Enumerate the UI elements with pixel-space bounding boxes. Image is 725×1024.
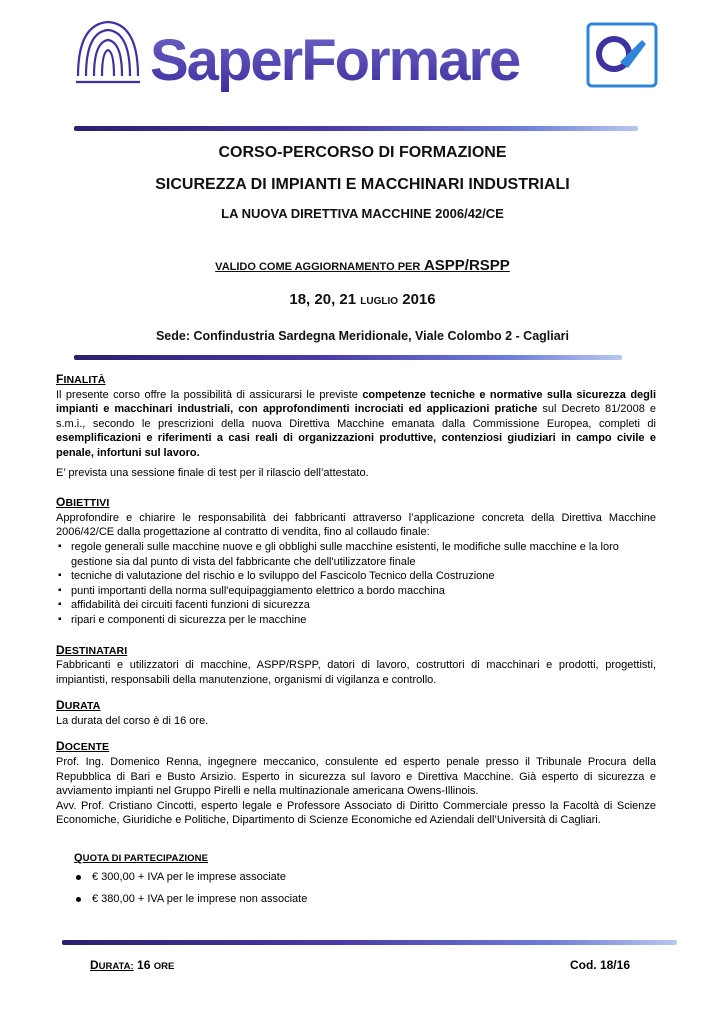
obiettivi-list [56,540,656,628]
validity-line [0,257,725,274]
finalita-heading: FINALITÀ [56,372,106,386]
course-venue: Sede: Confindustria Sardegna Meridionale, Viale Colombo 2 - Cagliari [155,329,570,343]
confindustria-emblem-icon [76,22,140,82]
durata-heading: DURATA [56,698,101,713]
list-item: ▪ punti importanti della norma sull'equipaggiamento elettrico a bordo macchina [56,584,656,599]
dates-days: 18, 20, 21 [289,291,357,308]
course-title: CORSO-PERCORSO DI FORMAZIONE [218,144,507,161]
destinatari-heading: DESTINATARI [56,642,128,657]
header-divider [74,126,638,131]
title-divider [74,355,622,360]
obiettivi-heading: OBIETTIVI [56,495,110,510]
badge-icon [588,24,656,86]
finalita-text: Il presente corso offre la possibilità di assicurarsi le previste competenze tecniche e normative sulla sicurezza degli impianti e macchinari industriali, con approfondimenti incrociati ed applicazioni pratiche sul Decreto 81/2008 e s.m.i., secondo le prescrizioni della nuova Direttiva Macchine emanata dalla Commissione Europea, completi di esemplificazioni e riferimenti a casi reali di organizzazioni produttive, contenziosi giudiziari in campo civile e penale, infortuni sul lavoro. [56,388,656,459]
footer-code: Cod. 18/16 [569,958,630,972]
list-item: ▪ ripari e componenti di sicurezza per le macchine [56,613,656,628]
validity-target: ASPP/RSPP [423,257,510,274]
dates-month: LUGLIO [360,296,399,307]
dates-year: 2016 [402,291,436,308]
directive-title: LA NUOVA DIRETTIVA MACCHINE 2006/42/CE [221,206,504,221]
docente-heading: DOCENTE [56,739,110,754]
obiettivi-intro: Approfondire e chiarire le responsabilità dei fabbricanti attraverso l’applicazione concreta della Direttiva Macchine 2006/42/CE dalla progettazione al contratto di vendita, fino al collaudo finale: [56,511,656,539]
saperformare-wordmark: SaperFormare [150,28,520,93]
quota-list [74,870,634,906]
destinatari-text: Fabbricanti e utilizzatori di macchine, ASPP/RSPP, datori di lavoro, costruttori di macchinari e prodotti, progettisti, impiantisti, responsabili della manutenzione, organismi di vigilanza e controllo. [56,659,656,686]
finalita-test-note: E’ prevista una sessione finale di test per il rilascio dell’attestato. [56,466,369,479]
quota-heading: QUOTA DI PARTECIPAZIONE [74,852,209,864]
list-item: ▪ tecniche di valutazione del rischio e lo sviluppo del Fascicolo Tecnico della Costruzione [56,569,656,584]
course-subtitle: SICUREZZA DI IMPIANTI E MACCHINARI INDUSTRIALI [155,176,570,193]
list-item: ▪ affidabilità dei circuiti facenti funzioni di sicurezza [56,598,656,613]
footer-durata: DURATA: 16 ORE [90,958,175,972]
quota-section [74,851,634,906]
saperformare-logo [72,16,664,112]
footer-divider [62,940,677,945]
quota-non-associate: € 380,00 + IVA per le imprese non associate [74,892,634,906]
quota-associate: € 300,00 + IVA per le imprese associate [74,870,634,884]
docente-renna: Prof. Ing. Domenico Renna, ingegnere meccanico, consulente ed esperto penale presso il Tribunale Procura della Repubblica di Bari e Busto Arsizio. Esperto in sicurezza sul lavoro e Direttiva Macchine. Già esperto di sicurezza e avviamento impianti nel Gruppo Pirelli e nella multinazionale americana Owens-Illinois. [56,756,656,798]
course-dates [0,291,725,308]
docente-cincotti: Avv. Prof. Cristiano Cincotti, esperto legale e Professore Associato di Diritto Commerciale presso la Facoltà di Scienze Economiche, Giuridiche e Politiche, Dipartimento di Scienze Economiche ed Aziendali dell’Università di Cagliari. [56,799,656,827]
validity-prefix: VALIDO COME AGGIORNAMENTO PER [215,261,421,273]
main-content [56,372,656,828]
durata-text: La durata del corso è di 16 ore. [56,714,209,727]
list-item: ▪ regole generali sulle macchine nuove e gli obblighi sulle macchine esistenti, le modifiche sulle macchine e la loro gestione sia dal punto di vista del fabbricante che dell'utilizzatore finale [56,540,656,569]
